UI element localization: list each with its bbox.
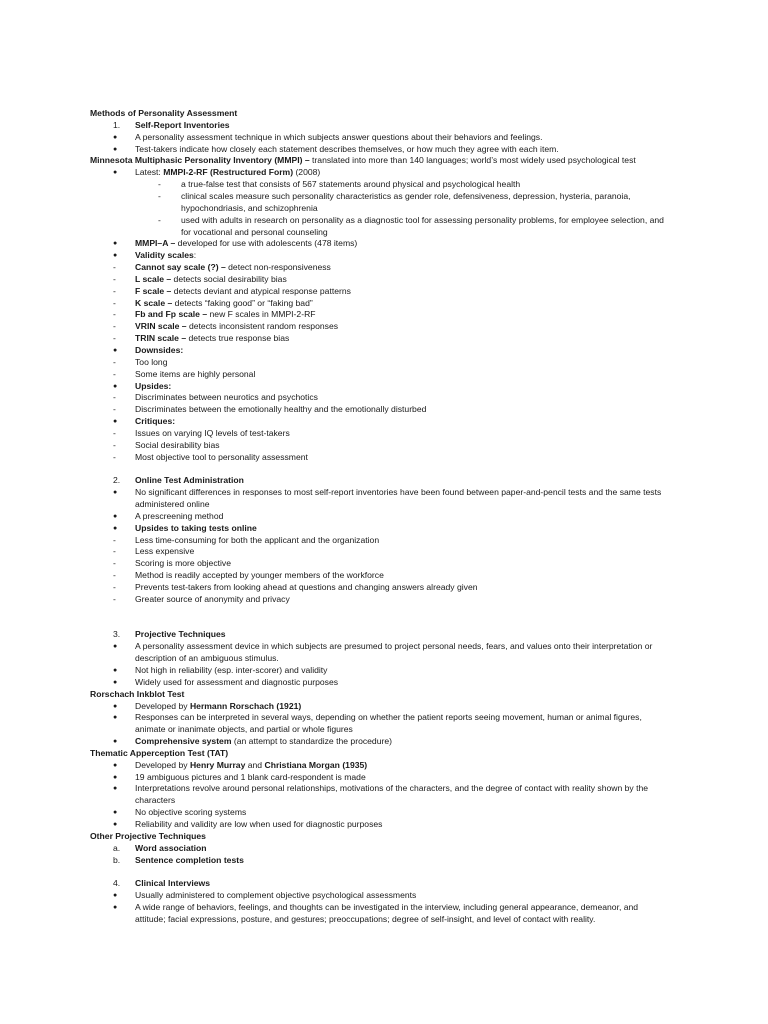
text: and: [245, 759, 265, 770]
text: Greater source of anonymity and privacy: [135, 593, 290, 604]
text: for vocational and personal counseling: [181, 226, 328, 237]
text: characters: [135, 795, 176, 806]
bullet-item: [135, 522, 257, 534]
bold-text: Rorschach Inkblot Test: [90, 688, 185, 699]
text: clinical scales measure such personality characteristics as gender role, defensiveness, depression, hysteria, paranoia,: [181, 190, 631, 201]
dash-marker: -: [113, 570, 116, 581]
bold-text: Validity scales: [135, 250, 194, 261]
bullet-item: [135, 640, 652, 652]
text: Developed by: [135, 759, 190, 770]
bullet-item: [135, 237, 357, 249]
text: Test-takers indicate how closely each statement describes themselves, or how much they agree with each item.: [135, 143, 559, 154]
dash-marker: -: [113, 392, 116, 403]
numbered-item: [135, 119, 230, 131]
dash-marker: -: [158, 190, 161, 201]
text: Interpretations revolve around personal relationships, motivations of the characters, and the degree of contact with reality shown by the: [135, 783, 649, 794]
list-number: 3.: [113, 629, 121, 640]
bullet-marker: ●: [113, 738, 118, 746]
dash-marker: -: [113, 262, 116, 273]
numbered-item: [135, 474, 244, 486]
dash-item: [135, 439, 220, 451]
text: Scoring is more objective: [135, 558, 232, 569]
bullet-item: [135, 344, 183, 356]
bold-text: Cannot say scale (?) –: [135, 262, 226, 273]
text: Less time-consuming for both the applicant and the organization: [135, 534, 380, 545]
bold-text: VRIN scale –: [135, 321, 187, 332]
bold-text: Minnesota Multiphasic Personality Inventory (MMPI) –: [90, 155, 310, 166]
bold-text: Critiques:: [135, 416, 176, 427]
text: Too long: [135, 356, 168, 367]
section-heading: [90, 154, 636, 166]
dash-item: [135, 320, 338, 332]
bold-text: Projective Techniques: [135, 629, 226, 640]
dash-item: [135, 427, 290, 439]
text: (an attempt to standardize the procedure): [231, 736, 392, 747]
bullet-item: [135, 415, 175, 427]
section-heading: [90, 688, 184, 700]
dash-marker: -: [113, 582, 116, 592]
text: A prescreening method: [135, 510, 224, 521]
dash-marker: -: [113, 321, 116, 332]
text: Social desirability bias: [135, 439, 220, 450]
text: (2008): [293, 167, 321, 178]
dash-item: [135, 308, 316, 320]
bold-text: Christiana Morgan (1935): [264, 759, 368, 770]
text: A wide range of behaviors, feelings, and thoughts can be investigated in the interview, including general appearance, demeanor, and: [135, 901, 639, 912]
text: Most objective tool to personality assessment: [135, 451, 308, 462]
text: animate or inanimate objects, and partial or whole figures: [135, 724, 353, 735]
bold-text: Henry Murray: [189, 759, 246, 770]
bold-text: Hermann Rorschach (1921): [189, 700, 302, 711]
section-heading: [90, 747, 228, 759]
text: new F scales in MMPI-2-RF: [207, 309, 316, 320]
bullet-item: [135, 510, 223, 522]
text: used with adults in research on personality as a diagnostic tool for assessing personality problems, for employee selection, and: [181, 214, 664, 225]
bullet-marker: ●: [113, 903, 118, 911]
sub-dash-item: [181, 190, 631, 202]
dash-item: [135, 332, 289, 344]
dash-marker: -: [113, 368, 116, 379]
text: detect non-responsiveness: [225, 262, 331, 273]
sub-dash-item: [181, 178, 520, 190]
text: A personality assessment device in which subjects are presumed to project personal needs, fears, and values onto their interpretation or: [135, 641, 653, 652]
numbered-item: [135, 854, 244, 866]
continuation-line: [135, 794, 175, 806]
text: Issues on varying IQ levels of test-takers: [135, 427, 290, 438]
dash-marker: -: [113, 427, 116, 438]
text: Reliability and validity are low when used for diagnostic purposes: [135, 819, 383, 829]
dash-item: [135, 581, 478, 593]
text: developed for use with adolescents (478 items): [175, 238, 358, 249]
continuation-line: [135, 913, 595, 925]
bullet-marker: ●: [113, 773, 118, 781]
bullet-marker: ●: [113, 643, 118, 651]
text: attitude; facial expressions, posture, and gestures; preoccupations; degree of self-insight, and level of contact with reality.: [135, 913, 596, 924]
text: No objective scoring systems: [135, 807, 247, 818]
continuation-line: [181, 226, 328, 238]
bold-text: Thematic Apperception Test (TAT): [90, 747, 229, 758]
text: :: [193, 250, 197, 261]
dash-marker: -: [113, 546, 116, 557]
bold-text: Sentence completion tests: [135, 854, 244, 865]
dash-marker: -: [113, 309, 116, 320]
bullet-item: [135, 735, 392, 747]
dash-item: [135, 557, 231, 569]
dash-marker: -: [113, 534, 116, 545]
dash-item: [135, 297, 313, 309]
bold-text: Word association: [135, 842, 207, 853]
bullet-marker: ●: [113, 702, 118, 710]
bullet-item: [135, 901, 638, 913]
text: Not high in reliability (esp. inter-scorer) and validity: [135, 664, 328, 675]
text: Method is readily accepted by younger members of the workforce: [135, 570, 384, 581]
text: detects “faking good” or “faking bad”: [172, 297, 313, 308]
text: hypochondriasis, and schizophrenia: [181, 202, 318, 213]
text: detects deviant and atypical response patterns: [171, 285, 351, 296]
bullet-item: [135, 700, 301, 712]
bullet-item: [135, 380, 171, 392]
dash-marker: -: [113, 593, 116, 604]
bullet-item: [135, 711, 642, 723]
numbered-item: [135, 842, 206, 854]
bold-text: Clinical Interviews: [135, 878, 210, 889]
bullet-marker: ●: [113, 666, 118, 674]
bullet-marker: ●: [113, 489, 118, 497]
text: translated into more than 140 languages; world’s most widely used psychological test: [309, 155, 636, 166]
bold-text: F scale –: [135, 285, 172, 296]
dash-item: [135, 285, 351, 297]
bold-text: Comprehensive system: [135, 736, 232, 747]
list-number: b.: [113, 854, 121, 865]
bullet-item: [135, 889, 416, 901]
text: Discriminates between neurotics and psychotics: [135, 392, 318, 403]
text: a true-false test that consists of 567 statements around physical and psychological health: [181, 179, 521, 190]
text: Developed by: [135, 700, 190, 711]
numbered-item: [135, 628, 226, 640]
list-number: a.: [113, 842, 121, 853]
bullet-marker: ●: [113, 761, 118, 769]
bullet-marker: ●: [113, 382, 118, 390]
bold-text: Online Test Administration: [135, 475, 244, 486]
dash-marker: -: [158, 214, 161, 225]
bold-text: MMPI–A –: [135, 238, 176, 249]
bold-text: TRIN scale –: [135, 333, 187, 344]
bullet-marker: ●: [113, 252, 118, 260]
bullet-item: [135, 782, 648, 794]
bullet-item: [135, 166, 320, 178]
text: A personality assessment technique in which subjects answer questions about their behaviors and feelings.: [135, 131, 543, 142]
bold-text: Upsides:: [135, 380, 172, 391]
section-heading: [90, 107, 237, 119]
bullet-marker: ●: [113, 678, 118, 686]
dash-item: [135, 403, 426, 415]
dash-marker: -: [113, 297, 116, 308]
list-number: 2.: [113, 475, 121, 486]
dash-item: [135, 356, 168, 368]
bullet-marker: ●: [113, 240, 118, 248]
text: Prevents test-takers from looking ahead at questions and changing answers already given: [135, 582, 478, 592]
bullet-marker: ●: [113, 785, 118, 793]
bullet-item: [135, 131, 543, 143]
numbered-item: [135, 877, 210, 889]
bullet-marker: ●: [113, 145, 118, 153]
text: Less expensive: [135, 546, 195, 557]
continuation-line: [135, 652, 279, 664]
text: Widely used for assessment and diagnostic purposes: [135, 676, 339, 687]
dash-item: [135, 593, 290, 605]
text: Usually administered to complement objective psychological assessments: [135, 890, 417, 901]
bold-text: K scale –: [135, 297, 173, 308]
sub-dash-item: [181, 214, 664, 226]
text: Some items are highly personal: [135, 368, 256, 379]
bold-text: Self-Report Inventories: [135, 119, 230, 130]
bullet-marker: ●: [113, 169, 118, 177]
bullet-marker: ●: [113, 133, 118, 141]
dash-marker: -: [158, 179, 161, 190]
bullet-item: [135, 249, 196, 261]
text: Discriminates between the emotionally healthy and the emotionally disturbed: [135, 404, 427, 415]
dash-item: [135, 569, 384, 581]
list-number: 4.: [113, 878, 121, 889]
dash-item: [135, 368, 255, 380]
text: Latest:: [135, 167, 164, 178]
text: No significant differences in responses to most self-report inventories have been found between paper-and-pencil tests and the same tests: [135, 487, 662, 498]
bullet-marker: ●: [113, 524, 118, 532]
text: detects social desirability bias: [171, 273, 287, 284]
bullet-marker: ●: [113, 892, 118, 900]
bullet-item: [135, 806, 246, 818]
dash-item: [135, 534, 379, 546]
dash-item: [135, 545, 194, 557]
continuation-line: [181, 202, 318, 214]
dash-item: [135, 273, 287, 285]
text: 19 ambiguous pictures and 1 blank card-respondent is made: [135, 771, 366, 782]
bold-text: L scale –: [135, 273, 172, 284]
dash-marker: -: [113, 285, 116, 296]
dash-marker: -: [113, 356, 116, 367]
dash-item: [135, 451, 308, 463]
bullet-marker: ●: [113, 821, 118, 828]
dash-marker: -: [113, 273, 116, 284]
bullet-marker: ●: [113, 809, 118, 817]
bullet-item: [135, 664, 327, 676]
text: detects true response bias: [186, 333, 290, 344]
bold-text: Fb and Fp scale –: [135, 309, 208, 320]
continuation-line: [135, 723, 353, 735]
bullet-item: [135, 676, 338, 688]
text: detects inconsistent random responses: [186, 321, 339, 332]
text: administered online: [135, 499, 210, 510]
section-heading: [90, 830, 206, 842]
bullet-item: [135, 143, 559, 155]
bold-text: MMPI-2-RF (Restructured Form): [163, 167, 294, 178]
bold-text: Upsides to taking tests online: [135, 522, 257, 533]
bold-text: Methods of Personality Assessment: [90, 108, 238, 118]
bold-text: Other Projective Techniques: [90, 830, 206, 841]
bullet-item: [135, 818, 382, 830]
dash-marker: -: [113, 451, 116, 462]
dash-item: [135, 391, 318, 403]
text: description of an ambiguous stimulus.: [135, 653, 279, 664]
dash-item: [135, 261, 331, 273]
bullet-marker: ●: [113, 512, 118, 520]
dash-marker: -: [113, 333, 116, 344]
list-number: 1.: [113, 119, 121, 130]
dash-marker: -: [113, 404, 116, 415]
continuation-line: [135, 498, 210, 510]
bullet-marker: ●: [113, 347, 118, 354]
bullet-marker: ●: [113, 714, 118, 722]
bullet-marker: ●: [113, 418, 118, 426]
bullet-item: [135, 771, 366, 783]
dash-marker: -: [113, 558, 116, 569]
bold-text: Downsides:: [135, 345, 184, 355]
bullet-item: [135, 486, 661, 498]
dash-marker: -: [113, 439, 116, 450]
text: Responses can be interpreted in several ways, depending on whether the patient reports seeing movement, human or animal figures,: [135, 712, 642, 723]
bullet-item: [135, 759, 367, 771]
